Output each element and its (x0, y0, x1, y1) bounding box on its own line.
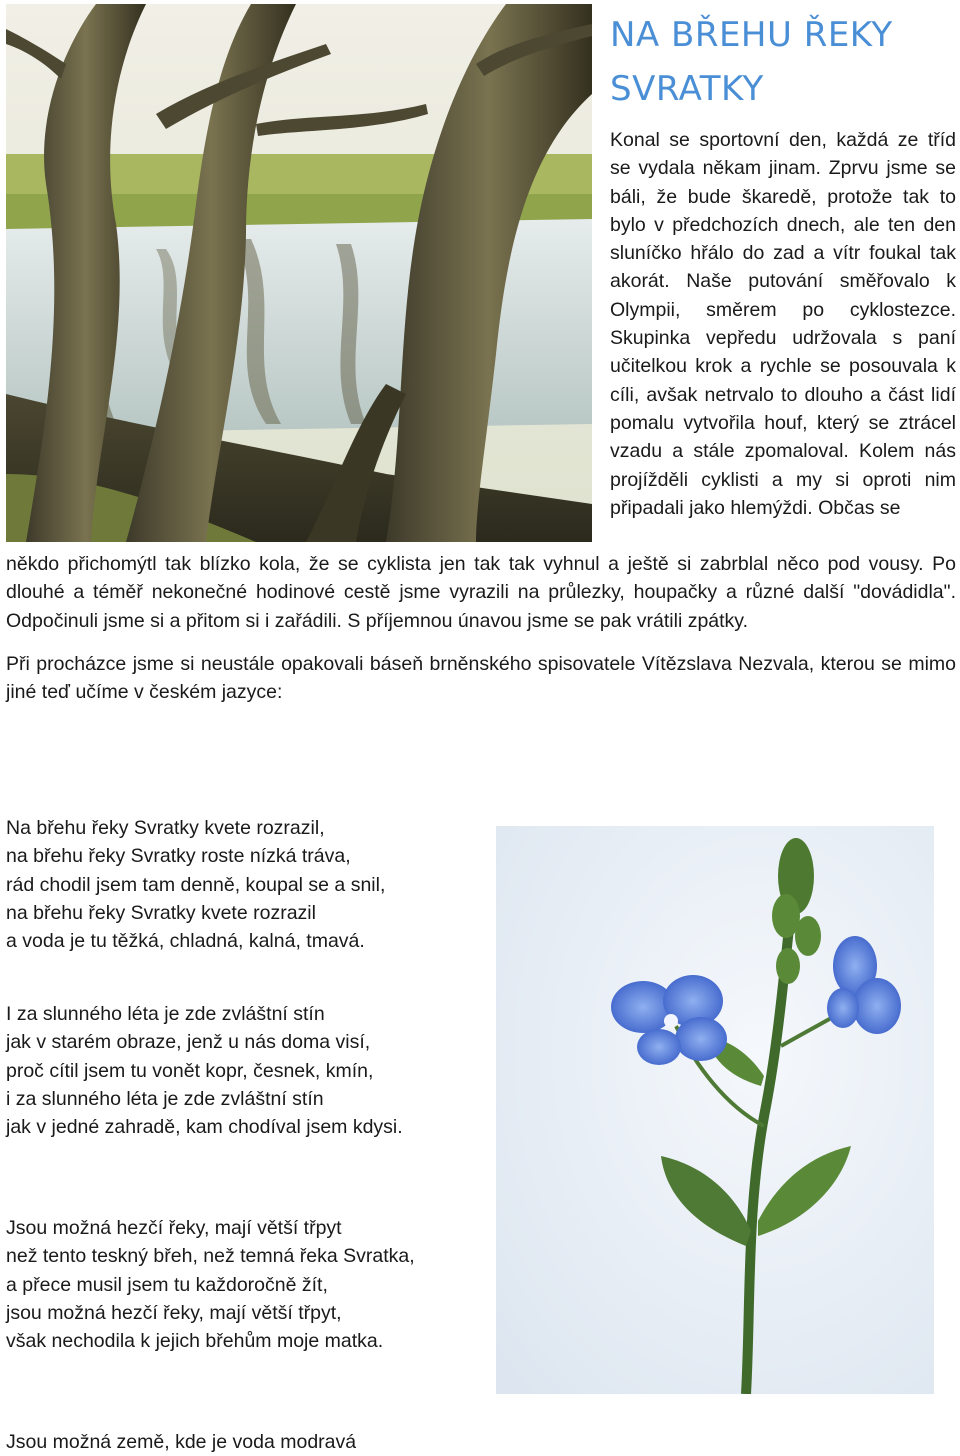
intro-line: se báli, že bude škaredě, protože tak (610, 157, 956, 208)
intro-line: netrvalo to dlouho a část lidí pomalu (610, 383, 956, 434)
intro-line: Po dlouhé a téměř nekonečné hodinové cestě jsme vyrazili na průlezky, houpačky a různé další (6, 553, 956, 604)
poem-line: na břehu řeky Svratky kvete rozrazil (6, 901, 316, 924)
intro-paragraph-continued (6, 550, 956, 635)
intro-line: a stále zpomaloval. Kolem nás (672, 440, 956, 463)
intro-line: projížděli cyklisti a my si oproti nim (610, 468, 956, 491)
poem-line: však nechodila k jejich břehům moje matka. (6, 1330, 384, 1353)
poem-line: rád chodil jsem tam denně, koupal se a snil, (6, 873, 386, 896)
poem-line: a přece musil jsem tu každoročně žít, (6, 1273, 328, 1296)
poem-intro-paragraph: Při procházce jsme si neustále opakovali báseň brněnského spisovatele Vítězslava Nezvala, kterou se mimo jiné teď učíme v českém jazyce: (6, 653, 956, 704)
intro-line: cyklostezce. Skupinka vepředu (610, 298, 957, 350)
river-trees-photo (6, 4, 592, 542)
intro-line: foukal tak akorát. Naše putování (610, 242, 956, 293)
poem-line: Jsou možná hezčí řeky, mají větší třpyt (6, 1217, 342, 1239)
intro-line: někdo přichomýtl tak blízko kola, že se cyklista jen tak tak vyhnul a ještě si zabrblal něco pod vousy. (6, 553, 924, 575)
intro-line: se vydala někam jinam. Zprvu jsme (610, 157, 928, 180)
poem-line: jak v jedné zahradě, kam chodíval jsem kdysi. (6, 1116, 403, 1139)
poem-line: a voda je tu těžká, chladná, kalná, tmavá. (6, 930, 365, 953)
poem-line: než tento teskný břeh, než temná řeka Svratka, (6, 1245, 415, 1268)
poem-line: jak v starém obraze, jenž u nás doma visí, (6, 1031, 371, 1054)
intro-line: rychle se posouvala k cíli, avšak (610, 355, 957, 406)
title-line-1: NA BŘEHU ŘEKY (610, 15, 893, 55)
intro-line: vytvořila houf, který se ztrácel vzadu (610, 411, 956, 463)
intro-line: udržovala s paní učitelkou krok a (610, 327, 956, 378)
title-line-2: SVRATKY (610, 69, 764, 109)
article-title (610, 8, 950, 116)
poem-line: jsou možná hezčí řeky, mají větší třpyt, (6, 1301, 342, 1324)
intro-line: připadali jako hlemýždi. Občas se (610, 496, 901, 519)
speedwell-flower-photo (496, 826, 934, 1394)
intro-line: to bylo v předchozích dnech, ale ten (610, 185, 957, 236)
poem-line: Na břehu řeky Svratky kvete rozrazil, (6, 817, 325, 839)
intro-line: den sluníčko hřálo do zad a vítr (610, 213, 956, 265)
poem-stanza-1 (6, 814, 486, 955)
poem-stanza-2 (6, 1000, 486, 1141)
poem-line: proč cítil jsem tu vonět kopr, česnek, kmín, (6, 1059, 374, 1082)
poem-line: I za slunného léta je zde zvláštní stín (6, 1003, 325, 1025)
intro-line: směřovalo k Olympii, směrem po (610, 270, 956, 321)
intro-line: "dovádidla". Odpočinuli jsme si a přitom si i zařádili. S příjemnou únavou jsme se pak vrátili zpátky. (6, 581, 956, 632)
poem-line: na břehu řeky Svratky roste nízká tráva, (6, 845, 351, 868)
intro-line: Konal se sportovní den, každá ze tříd (610, 129, 956, 151)
poem-stanza-3 (6, 1214, 486, 1355)
intro-paragraph-wrapped (610, 126, 956, 522)
poem-line: Jsou možná země, kde je voda modravá (6, 1431, 357, 1453)
poem-stanza-4 (6, 1428, 486, 1456)
poem-line: i za slunného léta je zde zvláštní stín (6, 1087, 324, 1110)
